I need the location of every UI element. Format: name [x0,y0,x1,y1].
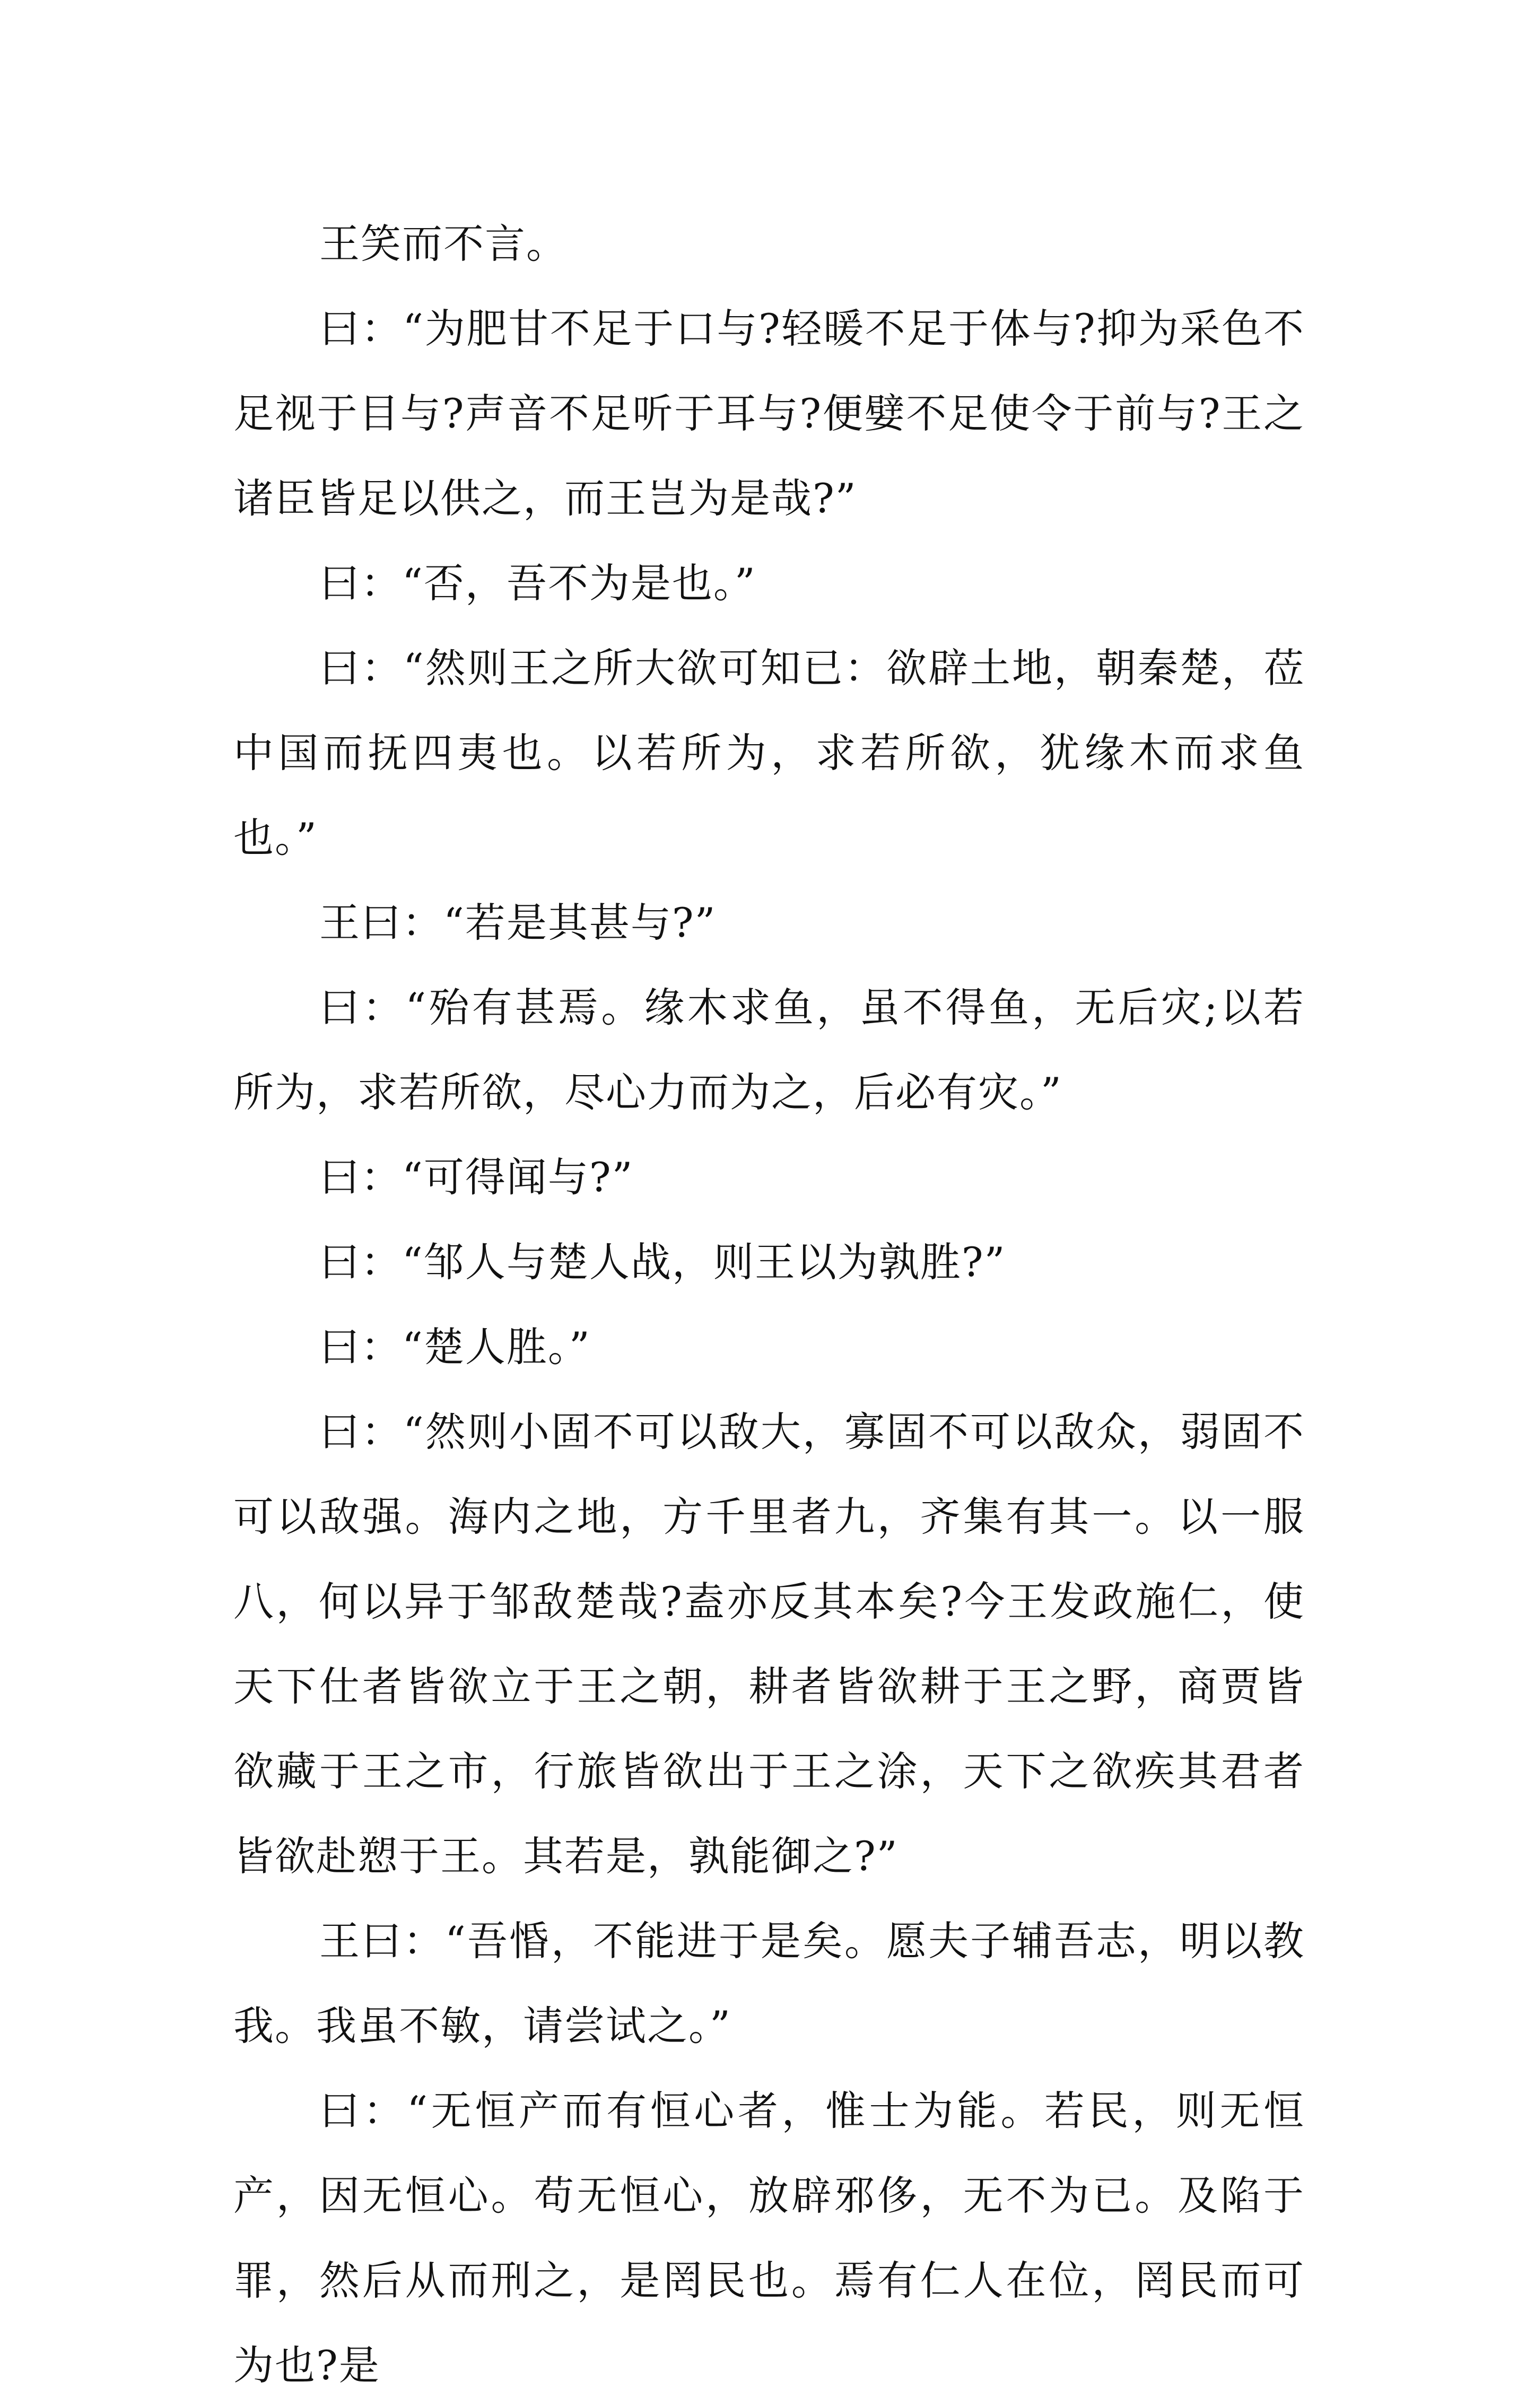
paragraph-7: 曰：“可得闻与?” [319,1154,634,1201]
paragraph-6: 曰：“殆有甚焉。缘木求鱼，虽不得鱼，无后灾;以若所为，求若所欲，尽心力而为之，后必有灾。” [233,984,1305,1116]
paragraph-9: 曰：“楚人胜。” [319,1323,591,1371]
paragraph-12: 曰：“无恒产而有恒心者，惟士为能。若民，则无恒产，因无恒心。苟无恒心，放辟邪侈，无不为已。及陷于罪，然后从而刑之，是罔民也。焉有仁人在位，罔民而可为也?是 [233,2087,1305,2389]
paragraph-4: 曰：“然则王之所大欲可知已：欲辟土地，朝秦楚，莅中国而抚四夷也。以若所为，求若所欲，犹缘木而求鱼也。” [233,644,1305,861]
document-page [233,202,1305,2408]
paragraph-1: 王笑而不言。 [319,220,568,267]
paragraph-10: 曰：“然则小固不可以敌大，寡固不可以敌众，弱固不可以敌强。海内之地，方千里者九，齐集有其一。以一服八，何以异于邹敌楚哉?盍亦反其本矣?今王发政施仁，使天下仕者皆欲立于王之朝，耕者皆欲耕于王之野，商贾皆欲藏于王之市，行旅皆欲出于王之涂，天下之欲疾其君者皆欲赴愬于王。其若是，孰能御之?” [233,1408,1305,1880]
paragraph-2: 曰：“为肥甘不足于口与?轻暖不足于体与?抑为采色不足视于目与?声音不足听于耳与?便嬖不足使令于前与?王之诸臣皆足以供之，而王岂为是哉?” [233,305,1305,522]
paragraph-5: 王曰：“若是其甚与?” [319,899,717,946]
paragraph-11: 王曰：“吾惛，不能进于是矣。愿夫子辅吾志，明以教我。我虽不敏，请尝试之。” [233,1917,1305,2049]
paragraph-3: 曰：“否，吾不为是也。” [319,560,756,607]
paragraph-8: 曰：“邹人与楚人战，则王以为孰胜?” [319,1238,1006,1286]
